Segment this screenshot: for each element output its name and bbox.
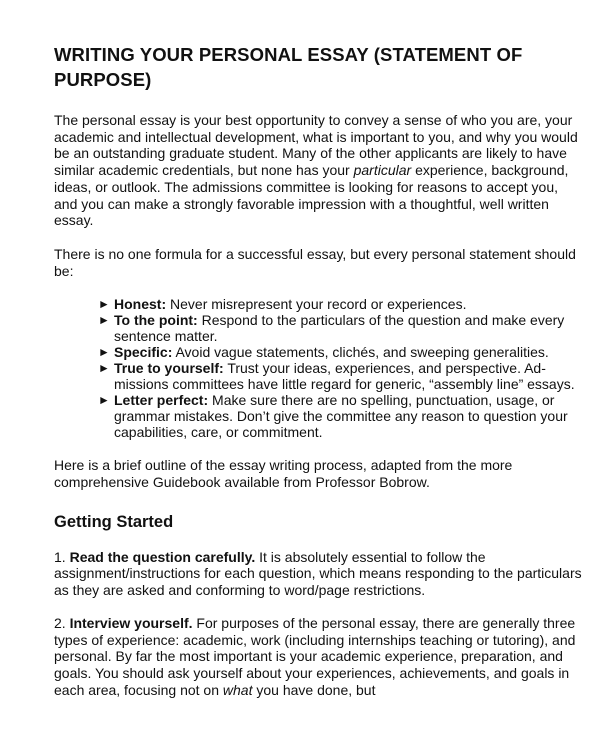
list-item-specific (54, 344, 584, 360)
bullet-text: Never misrepresent your record or experiences. (166, 296, 467, 313)
step-label: Interview yourself. (69, 614, 193, 631)
bullet-text: Respond to the particulars of the question and make every sentence matter. (114, 312, 565, 345)
bullet-arrow-icon: ► (98, 393, 110, 408)
step-label: Read the question carefully. (69, 548, 256, 565)
intro-emphasis: particular (353, 162, 412, 179)
step-text: For purposes of the personal essay, there are generally three types of experience: academic, work (including internships teaching or tutoring), and personal. By far the most important is your academic experience, preparation, and goals. You should ask yourself about your experiences, achievements, and goals in each area, focusing not on (54, 614, 576, 698)
bullet-text: Avoid vague statements, clichés, and sweeping generalities. (172, 344, 549, 361)
bullet-label: True to yourself: (114, 360, 224, 377)
intro-text-2: experience, background, ideas, or outlook. The admissions committee is looking for reasons to accept you, and you can make a strongly favorable impression with a thoughtful, well written essay. (54, 162, 569, 229)
intro-paragraph (54, 112, 584, 229)
outline-paragraph: Here is a brief outline of the essay writing process, adapted from the more comprehensive Guidebook available from Professor Bobrow. (54, 457, 513, 491)
step-number: 1. (54, 548, 66, 565)
step-1-paragraph (54, 549, 584, 599)
bullet-label: Specific: (114, 344, 173, 361)
step-number: 2. (54, 614, 66, 631)
intro-text-1: The personal essay is your best opportunity to convey a sense of who you are, your academic and intellectual development, what is important to you, and why you would be an outstanding graduate student. Many of the other applicants are likely to have similar academic credentials, but none has your (54, 112, 578, 179)
document-page (54, 42, 584, 698)
list-item-letter-perfect (54, 392, 584, 440)
qualities-list (54, 296, 584, 440)
bullet-label: To the point: (114, 312, 198, 329)
list-item-to-the-point (54, 312, 584, 344)
bullet-text: Make sure there are no spelling, punctuation, usage, or grammar mistakes. Don’t give the committee any reason to question your capabilities, care, or commitment. (114, 392, 568, 441)
page-title: WRITING YOUR PERSONAL ESSAY (STATEMENT OF PURPOSE) (54, 44, 523, 90)
bullet-label: Letter perfect: (114, 392, 209, 409)
step-emphasis: what (222, 681, 253, 698)
bullet-label: Honest: (114, 296, 167, 313)
bullet-text: Trust your ideas, experiences, and perspective. Ad-missions committees have little regard for generic, “assembly line” essays. (114, 360, 575, 393)
formula-paragraph: There is no one formula for a successful essay, but every personal statement should be: (54, 245, 576, 279)
section-heading: Getting Started (54, 512, 174, 531)
step-2-paragraph (54, 615, 584, 699)
bullet-arrow-icon: ► (98, 313, 110, 328)
list-item-honest (54, 296, 584, 312)
bullet-arrow-icon: ► (98, 297, 110, 312)
step-text-end: you have done, but (252, 681, 376, 698)
list-item-true-to-yourself (54, 360, 584, 392)
bullet-arrow-icon: ► (98, 345, 110, 360)
bullet-arrow-icon: ► (98, 361, 110, 376)
step-text: It is absolutely essential to follow the assignment/instructions for each question, which means responding to the particulars as they are asked and conforming to word/page restrictions. (54, 548, 582, 599)
